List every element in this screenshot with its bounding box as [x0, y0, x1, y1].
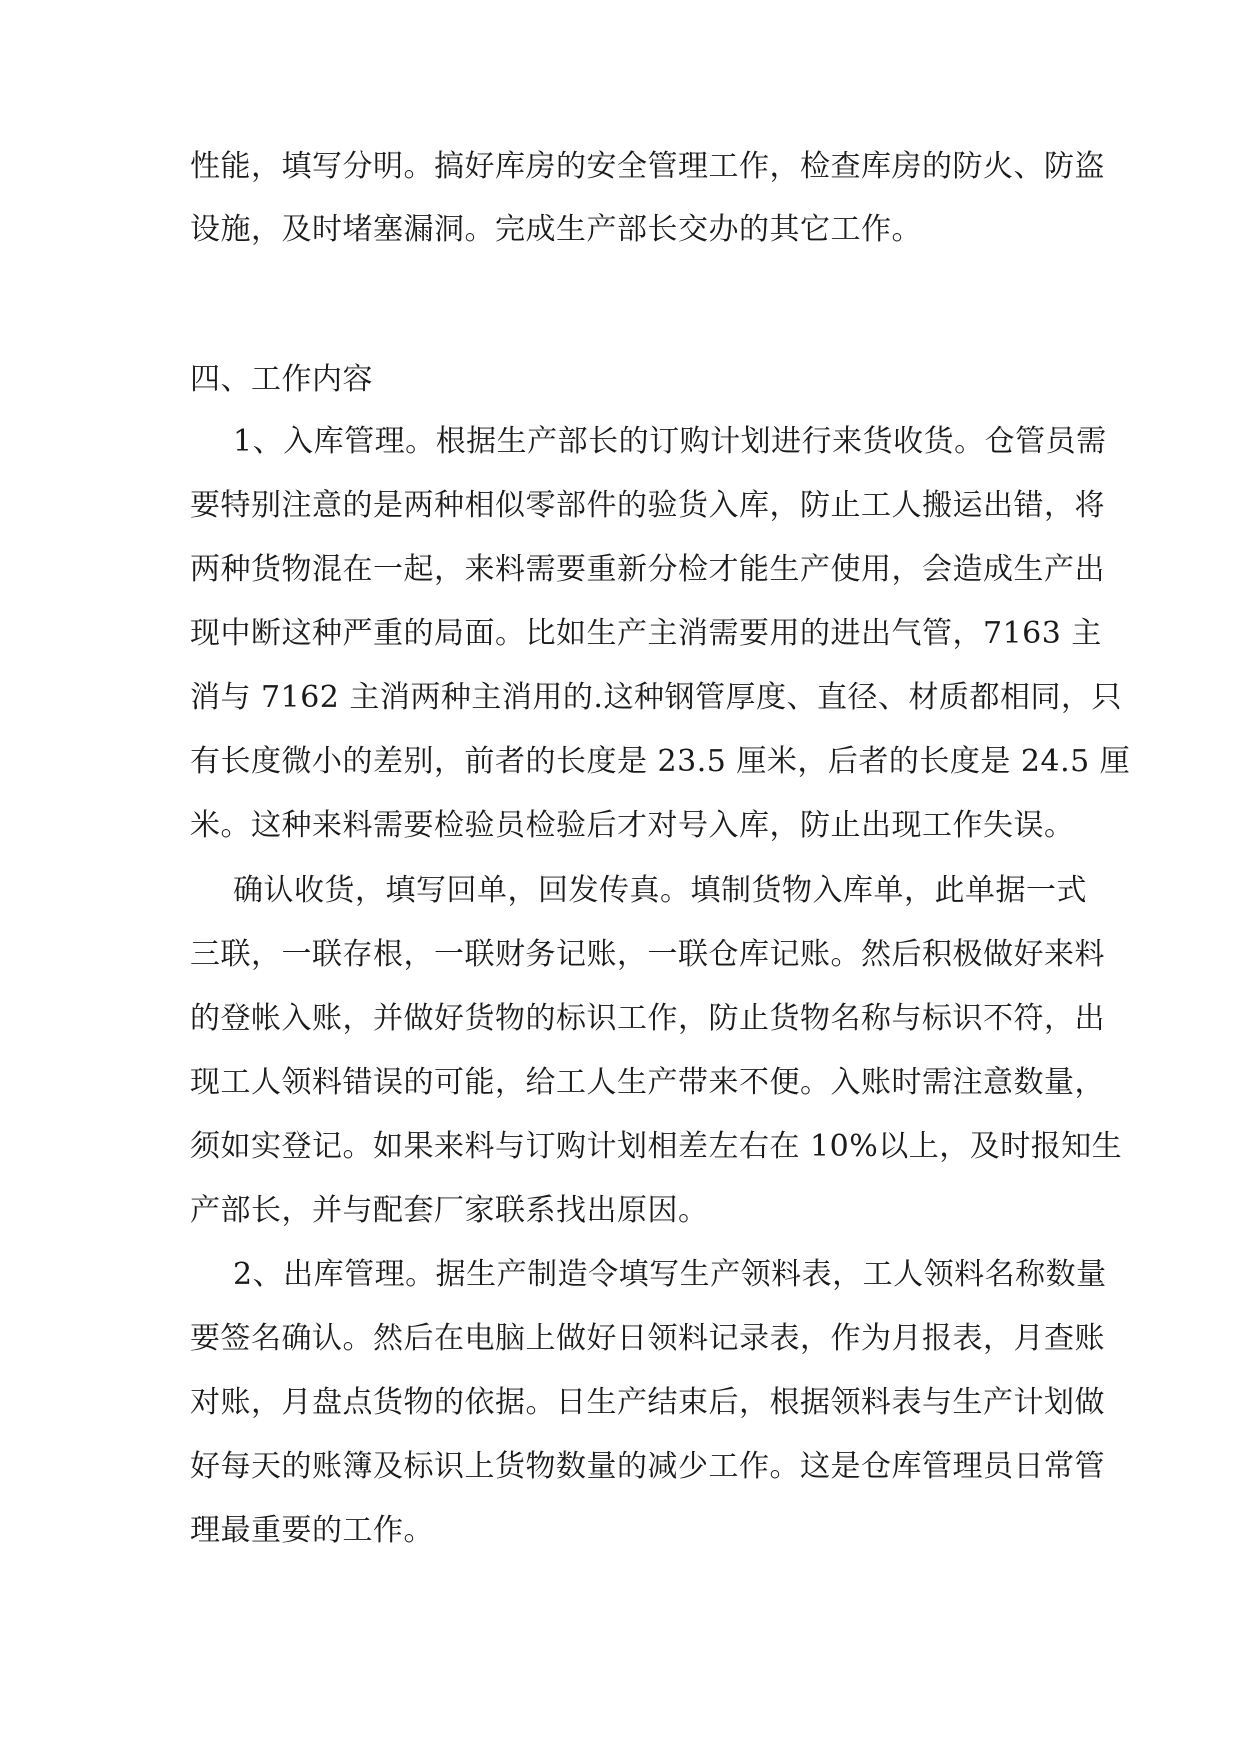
text-line: 现工人领料错误的可能，给工人生产带来不便。入账时需注意数量， [190, 1065, 1105, 1100]
text-line: 三联，一联存根，一联财务记账，一联仓库记账。然后积极做好来料 [190, 937, 1105, 972]
text-line: 须如实登记。如果来料与订购计划相差左右在 10%以上，及时报知生 [190, 1129, 1123, 1164]
section-heading: 四、工作内容 [190, 362, 373, 397]
text-line: 产部长，并与配套厂家联系找出原因。 [190, 1193, 709, 1228]
text-line: 米。这种来料需要检验员检验后才对号入库，防止出现工作失误。 [190, 808, 1075, 843]
text-line: 理最重要的工作。 [190, 1513, 434, 1548]
text-line: 1、入库管理。根据生产部长的订购计划进行来货收货。仓管员需 [233, 424, 1107, 459]
text-line: 的登帐入账，并做好货物的标识工作，防止货物名称与标识不符，出 [190, 1001, 1105, 1036]
text-line: 两种货物混在一起，来料需要重新分检才能生产使用，会造成生产出 [190, 552, 1105, 587]
text-line: 要签名确认。然后在电脑上做好日领料记录表，作为月报表，月查账 [190, 1321, 1105, 1356]
text-line: 有长度微小的差别，前者的长度是 23.5 厘米，后者的长度是 24.5 厘 [190, 744, 1131, 779]
text-line: 对账，月盘点货物的依据。日生产结束后，根据领料表与生产计划做 [190, 1385, 1105, 1420]
text-line: 设施，及时堵塞漏洞。完成生产部长交办的其它工作。 [190, 212, 922, 247]
text-line: 消与 7162 主消两种主消用的.这种钢管厚度、直径、材质都相同，只 [190, 680, 1122, 715]
text-line: 性能，填写分明。搞好库房的安全管理工作，检查库房的防火、防盗 [190, 149, 1105, 184]
text-line: 2、出库管理。据生产制造令填写生产领料表，工人领料名称数量 [233, 1257, 1107, 1292]
text-line: 好每天的账簿及标识上货物数量的减少工作。这是仓库管理员日常管 [190, 1449, 1105, 1484]
text-line: 确认收货，填写回单，回发传真。填制货物入库单，此单据一式 [233, 873, 1087, 908]
text-line: 要特别注意的是两种相似零部件的验货入库，防止工人搬运出错，将 [190, 488, 1105, 523]
text-line: 现中断这种严重的局面。比如生产主消需要用的进出气管，7163 主 [190, 616, 1102, 651]
